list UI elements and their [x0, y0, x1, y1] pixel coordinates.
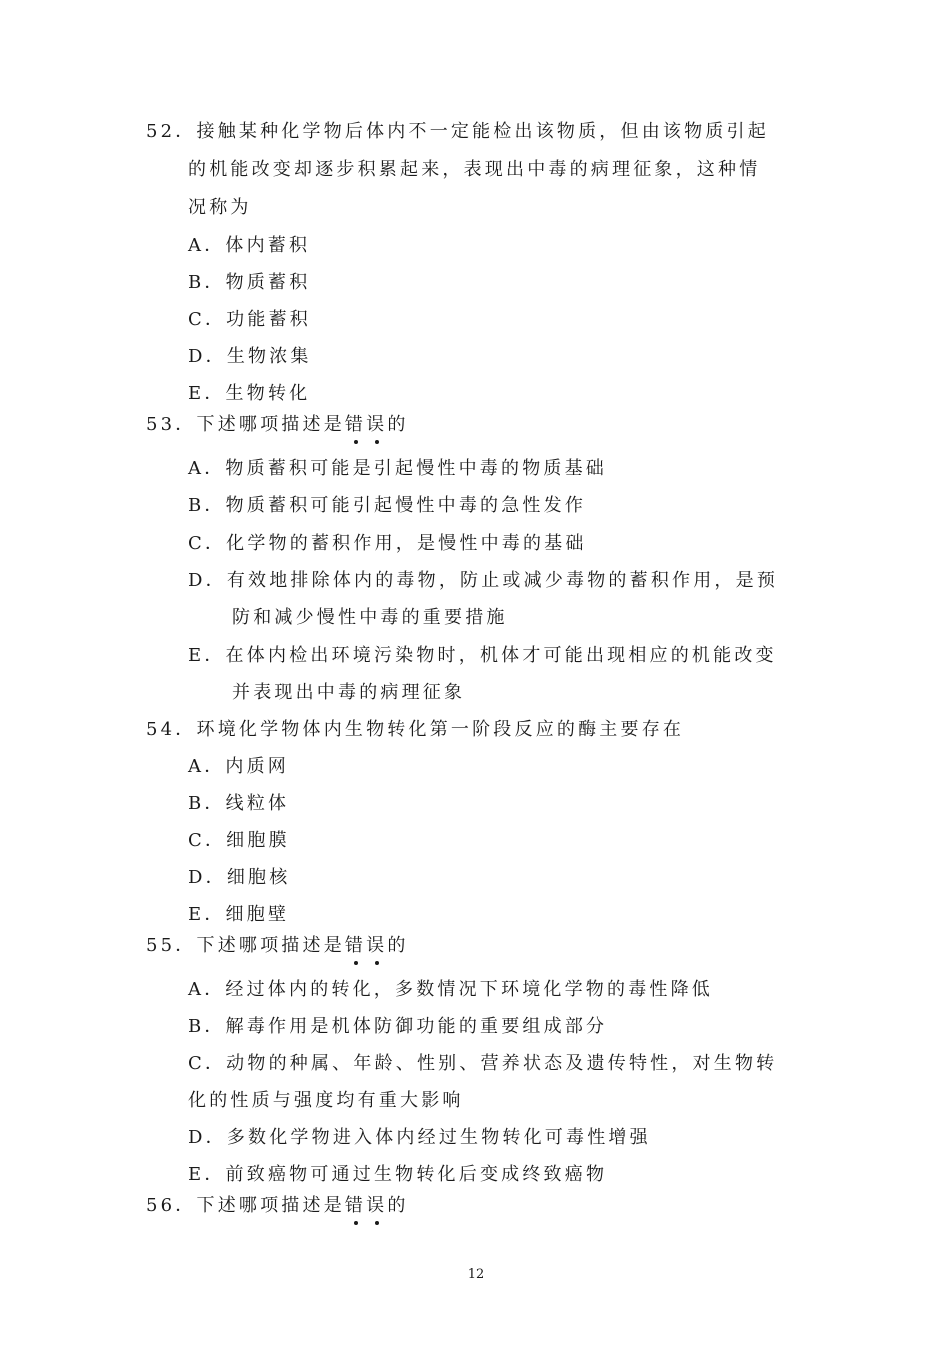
- q55-option-c-continued: 化的性质与强度均有重大影响: [188, 1090, 464, 1111]
- q54-stem: 54．环境化学物体内生物转化第一阶段反应的酶主要存在: [146, 719, 685, 740]
- q52-option-e: E．生物转化: [188, 383, 311, 404]
- q52-option-d: D．生物浓集: [188, 346, 312, 367]
- q53-emphasis-char-1: 错: [344, 414, 367, 435]
- q55-option-d: D．多数化学物进入体内经过生物转化可毒性增强: [188, 1127, 651, 1148]
- q55-option-c: C．动物的种属、年龄、性别、营养状态及遗传特性，对生物转: [188, 1053, 778, 1074]
- q55-option-b: B．解毒作用是机体防御功能的重要组成部分: [188, 1016, 608, 1037]
- q56-emphasis-char-1: 错: [344, 1195, 367, 1216]
- q52-stem-line-1: 52．接触某种化学物后体内不一定能检出该物质，但由该物质引起: [146, 121, 769, 142]
- q55-stem: [146, 935, 409, 957]
- q53-option-e-continued: 并表现出中毒的病理征象: [232, 682, 466, 703]
- q54-option-c: C．细胞膜: [188, 830, 290, 851]
- q53-option-d: D．有效地排除体内的毒物，防止或减少毒物的蓄积作用，是预: [188, 570, 779, 591]
- q53-stem-prefix: 53．下述哪项描述是: [146, 414, 345, 435]
- q54-option-a: A．内质网: [188, 756, 289, 777]
- q54-option-b: B．线粒体: [188, 793, 290, 814]
- page-number: 12: [467, 1267, 485, 1282]
- q55-emphasis-char-1: 错: [344, 935, 367, 956]
- q53-emphasis-char-2: 误: [366, 414, 388, 435]
- q54-option-d: D．细胞核: [188, 867, 291, 888]
- q54-option-e: E．细胞壁: [188, 904, 290, 925]
- q53-option-d-continued: 防和减少慢性中毒的重要措施: [232, 607, 508, 628]
- q53-option-c: C．化学物的蓄积作用，是慢性中毒的基础: [188, 533, 587, 554]
- q56-stem-suffix: 的: [387, 1195, 409, 1216]
- q55-stem-prefix: 55．下述哪项描述是: [146, 935, 345, 956]
- q53-option-a: A．物质蓄积可能是引起慢性中毒的物质基础: [188, 458, 607, 479]
- q56-stem: [146, 1195, 409, 1217]
- q56-stem-prefix: 56．下述哪项描述是: [146, 1195, 345, 1216]
- q55-emphasis-char-2: 误: [366, 935, 388, 956]
- q53-stem: [146, 414, 409, 436]
- q52-option-b: B．物质蓄积: [188, 272, 311, 293]
- q55-option-a: A．经过体内的转化，多数情况下环境化学物的毒性降低: [188, 979, 713, 1000]
- q56-emphasis-char-2: 误: [366, 1195, 388, 1216]
- q52-stem-line-2: 的机能改变却逐步积累起来，表现出中毒的病理征象，这种情: [188, 159, 761, 180]
- q53-option-e: E．在体内检出环境污染物时，机体才可能出现相应的机能改变: [188, 645, 777, 666]
- q52-option-c: C．功能蓄积: [188, 309, 311, 330]
- q55-stem-suffix: 的: [387, 935, 409, 956]
- q52-stem-line-3: 况称为: [188, 197, 252, 218]
- q53-option-b: B．物质蓄积可能引起慢性中毒的急性发作: [188, 495, 587, 516]
- q53-stem-suffix: 的: [387, 414, 409, 435]
- q55-option-e: E．前致癌物可通过生物转化后变成终致癌物: [188, 1164, 608, 1185]
- q52-option-a: A．体内蓄积: [188, 235, 311, 256]
